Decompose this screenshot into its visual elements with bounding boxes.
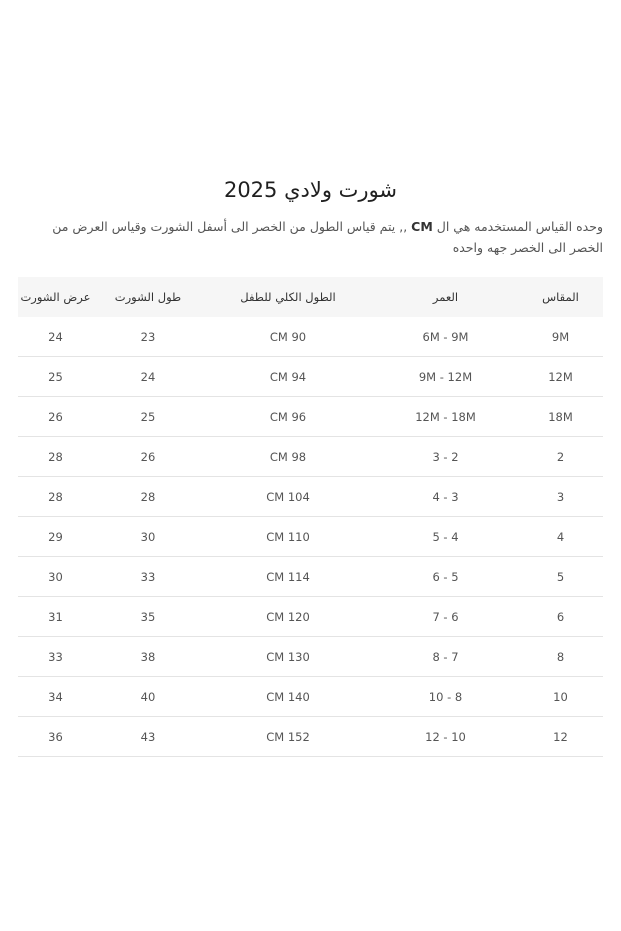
table-row [18,597,603,637]
cell-size: 4 [518,517,603,557]
cell-total-length: CM 120 [203,597,373,637]
unit-label: CM [411,219,433,234]
table-body [18,317,603,757]
cell-short-width: 36 [18,717,93,757]
cell-short-width: 26 [18,397,93,437]
cell-age: 3 - 2 [373,437,518,477]
description-text-start: وحده القياس المستخدمه هي ال [432,219,603,234]
cell-size: 12 [518,717,603,757]
cell-total-length: CM 98 [203,437,373,477]
cell-short-width: 28 [18,477,93,517]
description-text-end: ,, يتم قياس الطول من الخصر الى أسفل الشورت وقياس العرض من الخصر الى الخصر جهه واحده [52,219,603,255]
cell-age: 5 - 4 [373,517,518,557]
table-row [18,477,603,517]
cell-short-width: 28 [18,437,93,477]
table-row [18,717,603,757]
cell-total-length: CM 96 [203,397,373,437]
cell-age: 6 - 5 [373,557,518,597]
cell-short-length: 24 [93,357,203,397]
cell-short-length: 25 [93,397,203,437]
cell-size: 6 [518,597,603,637]
cell-short-length: 23 [93,317,203,357]
cell-size: 12M [518,357,603,397]
cell-age: 12 - 10 [373,717,518,757]
cell-age: 8 - 7 [373,637,518,677]
cell-short-width: 34 [18,677,93,717]
header-total-length: الطول الكلي للطفل [240,290,336,304]
cell-short-length: 35 [93,597,203,637]
cell-short-width: 33 [18,637,93,677]
header-age: العمر [432,290,459,304]
cell-total-length: CM 130 [203,637,373,677]
cell-short-length: 30 [93,517,203,557]
table-row [18,677,603,717]
cell-short-width: 24 [18,317,93,357]
cell-size: 2 [518,437,603,477]
cell-short-width: 25 [18,357,93,397]
size-chart-table [18,277,603,757]
table-header [18,277,603,317]
cell-age: 9M - 12M [373,357,518,397]
table-row [18,517,603,557]
measurement-description [17,216,603,258]
cell-age: 6M - 9M [373,317,518,357]
cell-age: 4 - 3 [373,477,518,517]
cell-short-width: 30 [18,557,93,597]
cell-age: 7 - 6 [373,597,518,637]
cell-short-length: 26 [93,437,203,477]
cell-short-length: 43 [93,717,203,757]
cell-size: 3 [518,477,603,517]
cell-age: 12M - 18M [373,397,518,437]
cell-short-width: 31 [18,597,93,637]
cell-size: 9M [518,317,603,357]
cell-total-length: CM 110 [203,517,373,557]
cell-short-length: 40 [93,677,203,717]
table-row [18,557,603,597]
table-row [18,317,603,357]
cell-size: 10 [518,677,603,717]
header-size: المقاس [542,290,579,304]
table-row [18,397,603,437]
cell-total-length: CM 104 [203,477,373,517]
page-title: شورت ولادي 2025 [223,178,398,202]
cell-total-length: CM 94 [203,357,373,397]
cell-short-length: 28 [93,477,203,517]
table-row [18,637,603,677]
cell-short-length: 33 [93,557,203,597]
header-short-length: طول الشورت [114,290,182,304]
cell-total-length: CM 152 [203,717,373,757]
cell-short-length: 38 [93,637,203,677]
table-header-row [18,277,603,317]
cell-total-length: CM 90 [203,317,373,357]
cell-total-length: CM 114 [203,557,373,597]
cell-short-width: 29 [18,517,93,557]
table-row [18,357,603,397]
header-short-width: عرض الشورت [20,290,91,304]
cell-size: 18M [518,397,603,437]
cell-age: 10 - 8 [373,677,518,717]
cell-size: 8 [518,637,603,677]
table-row [18,437,603,477]
cell-size: 5 [518,557,603,597]
cell-total-length: CM 140 [203,677,373,717]
